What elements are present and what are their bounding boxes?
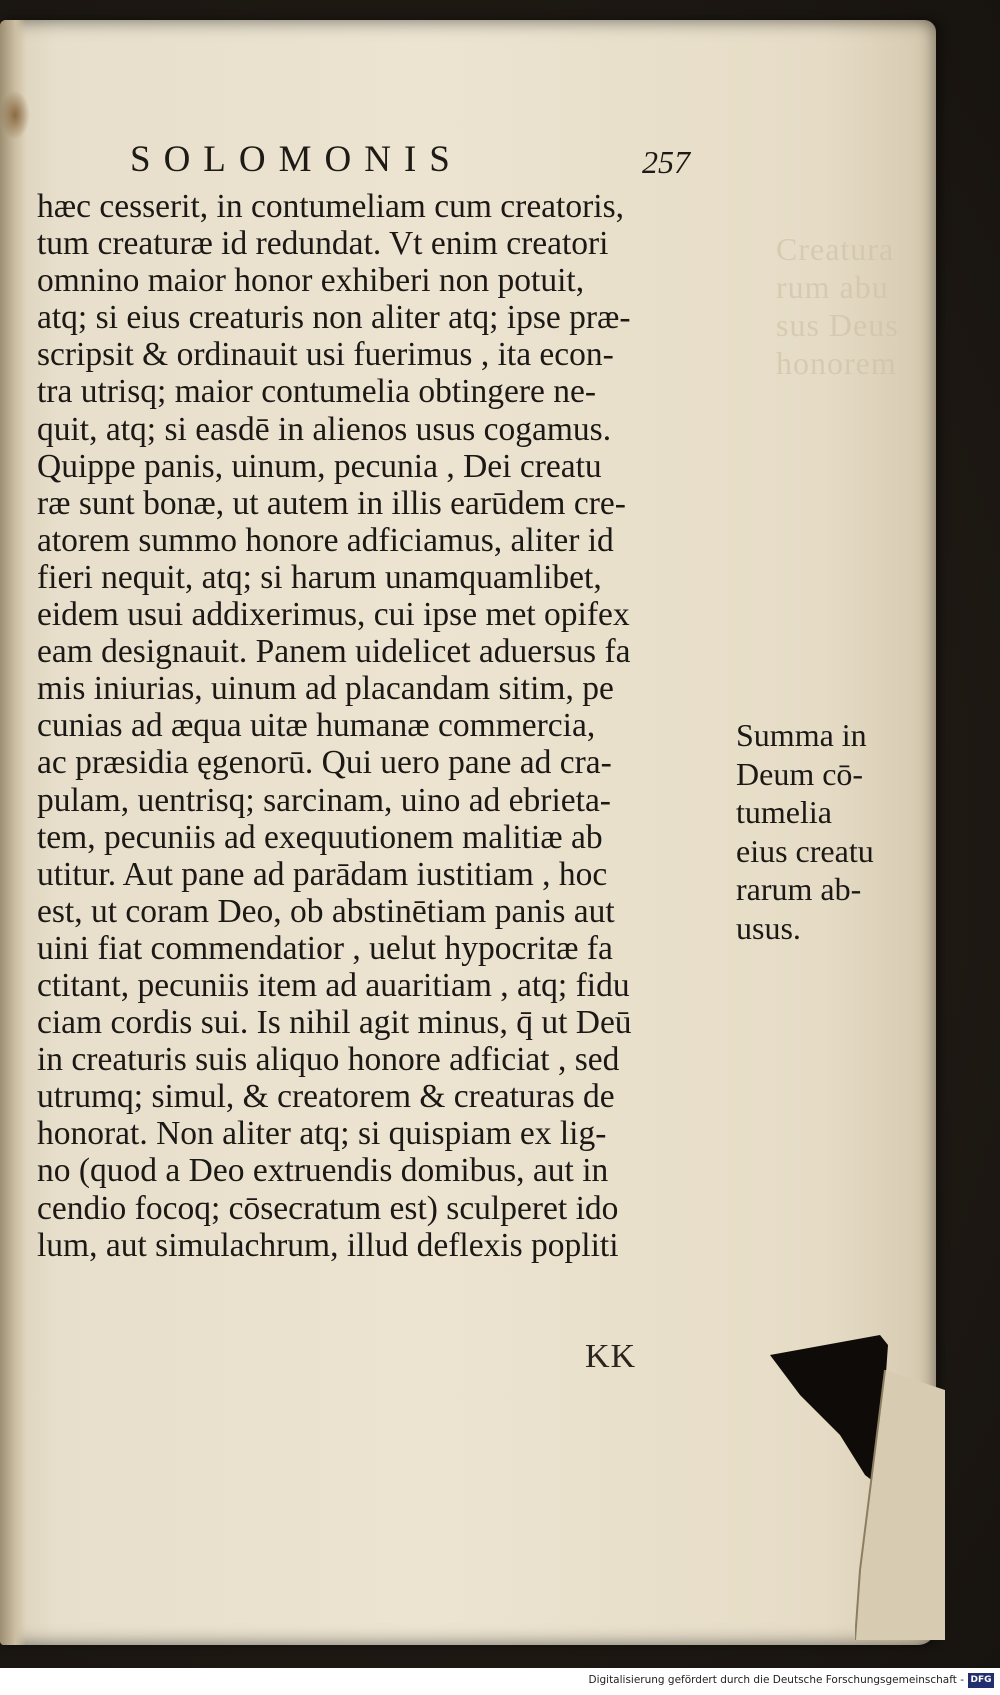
text-line: pulam, uentrisq; sarcinam, uino ad ebrieta-	[37, 781, 611, 819]
dfg-logo: DFG	[968, 1673, 994, 1688]
margin-note-line: eius creatu	[736, 832, 874, 869]
text-line: ræ sunt bonæ, ut autem in illis earūdem cre-	[37, 484, 626, 522]
text-line: quit, atq; si easdē in alienos usus cogamus.	[37, 410, 612, 448]
text-line: eidem usui addixerimus, cui ipse met opifex	[37, 596, 630, 634]
text-line: ciam cordis sui. Is nihil agit minus, q̄ ut Deū	[37, 1004, 632, 1042]
margin-note-line: Summa in	[736, 717, 867, 753]
text-line: atq; si eius creaturis non aliter atq; ipse præ-	[37, 299, 631, 337]
text-line: utrumq; simul, & creatorem & creaturas de	[37, 1078, 615, 1116]
text-line: utitur. Aut pane ad parādam iustitiam , hoc	[37, 855, 608, 893]
text-line: uini fiat commendatior , uelut hypocritæ fa	[37, 929, 613, 967]
text-line: scripsit & ordinauit usi fuerimus , ita econ-	[37, 336, 614, 374]
text-line: in creaturis suis aliquo honore adficiat , sed	[37, 1041, 620, 1079]
text-line: no (quod a Deo extruendis domibus, aut in	[37, 1152, 609, 1190]
running-title: SOLOMONIS	[130, 139, 463, 180]
folded-corner	[855, 1370, 945, 1640]
text-line: ac præsidia ęgenorū. Qui uero pane ad cra-	[37, 744, 612, 782]
text-line: est, ut coram Deo, ob abstinētiam panis aut	[37, 892, 615, 930]
body-text	[37, 188, 737, 1264]
text-line: hæc cesserit, in contumeliam cum creatoris,	[37, 188, 624, 225]
page-edge	[0, 20, 26, 1645]
text-line: atorem summo honore adficiamus, aliter id	[37, 521, 614, 559]
page-header	[130, 138, 690, 188]
margin-note-line: rarum ab-	[736, 871, 862, 907]
text-line: mis iniurias, uinum ad placandam sitim, pe	[37, 670, 614, 708]
show-through-text: Creatura rum abu sus Deus honorem	[776, 231, 899, 381]
text-line: omnino maior honor exhiberi non potuit,	[37, 262, 585, 300]
footer-credit: Digitalisierung gefördert durch die Deutsche Forschungsgemeinschaft -	[588, 1674, 964, 1686]
text-line: tum creaturæ id redundat. Vt enim creatori	[37, 225, 609, 263]
text-line: cunias ad æqua uitæ humanæ commercia,	[37, 707, 596, 745]
text-line: honorat. Non aliter atq; si quispiam ex lig-	[37, 1115, 607, 1153]
margin-note-line: usus.	[736, 909, 801, 946]
text-line: Quippe panis, uinum, pecunia , Dei creatu	[37, 447, 602, 485]
page-stain	[0, 90, 30, 140]
text-line: cendio focoq; cōsecratum est) sculperet ido	[37, 1189, 619, 1227]
signature-mark: KK	[585, 1338, 637, 1375]
text-line: fieri nequit, atq; si harum unamquamlibet,	[37, 558, 602, 596]
footer-bar	[0, 1668, 1000, 1695]
marginal-note	[736, 716, 874, 947]
text-line: tem, pecuniis ad exequutionem malitiæ ab	[37, 818, 603, 856]
page-number: 257	[642, 144, 690, 180]
text-line: eam designauit. Panem uidelicet aduersus fa	[37, 633, 631, 671]
margin-note-line: Deum cō-	[736, 755, 864, 792]
text-line: tra utrisq; maior contumelia obtingere ne-	[37, 373, 597, 411]
text-line: lum, aut simulachrum, illud deflexis popliti	[37, 1226, 619, 1264]
margin-note-line: tumelia	[736, 794, 832, 830]
text-line: ctitant, pecuniis item ad auaritiam , atq; fidu	[37, 966, 630, 1004]
